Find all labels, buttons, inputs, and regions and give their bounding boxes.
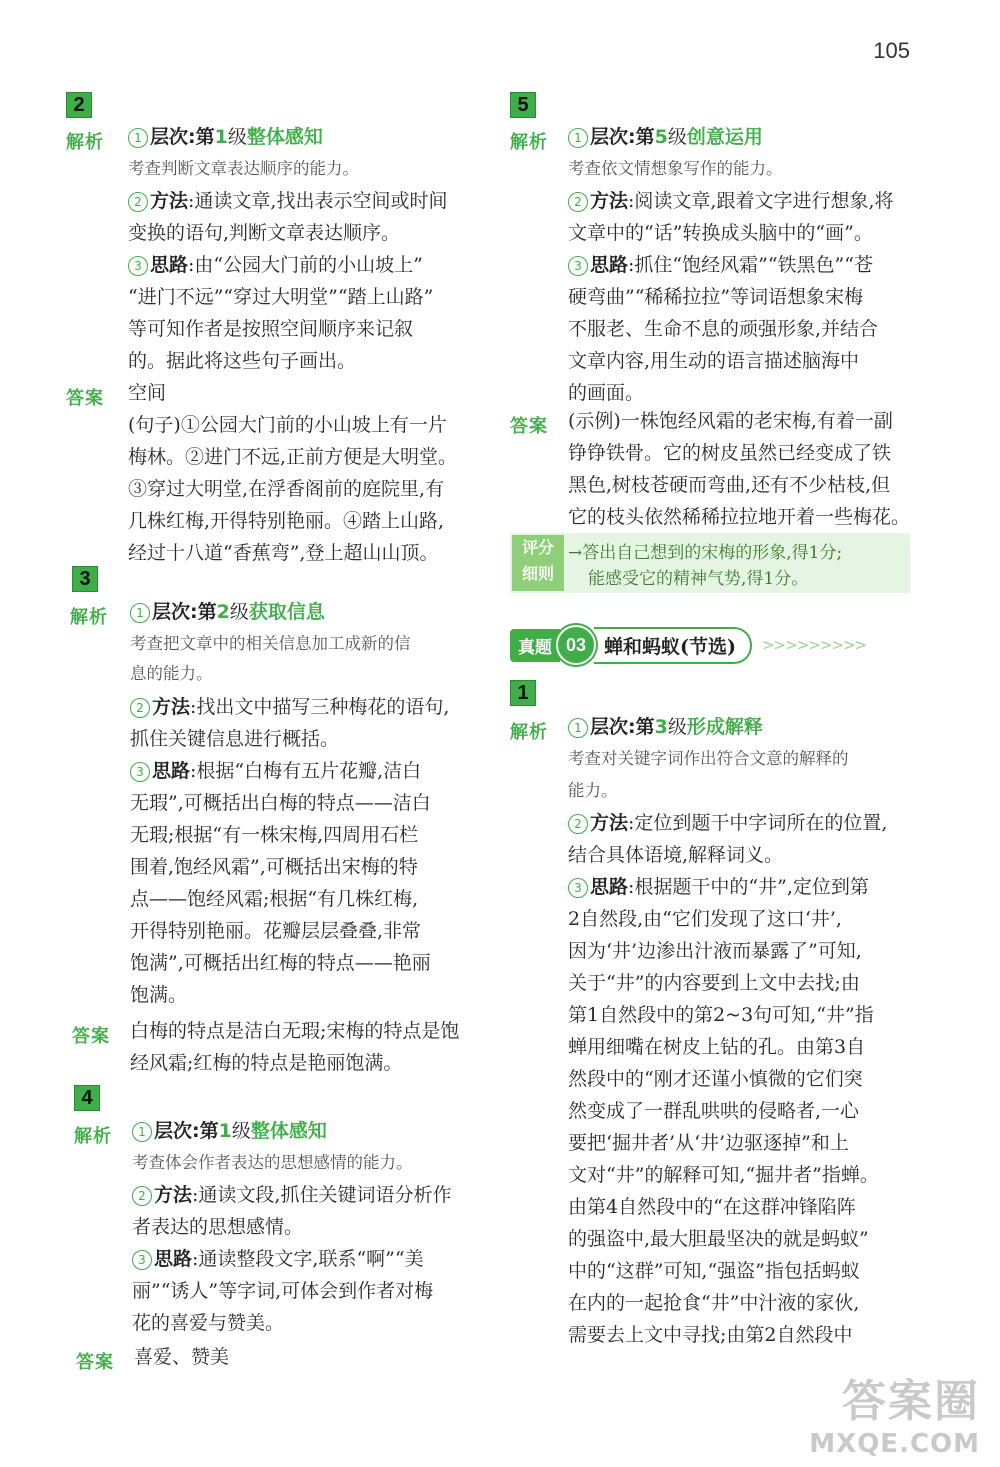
answer-line: 经过十八道“香蕉弯”,登上超山山顶。: [128, 542, 439, 564]
answer-line: 它的枝头依然稀稀拉拉地开着一些梅花。: [568, 506, 911, 528]
level-desc: 考查判断文章表达顺序的能力。: [128, 159, 359, 178]
level-line: 1 层次:第1级整体感知: [132, 1118, 327, 1144]
answer-line: (示例)一株饱经风霜的老宋梅,有着一副: [568, 410, 893, 432]
circled-number-icon: 3: [130, 762, 150, 782]
level-line: 1 层次:第5级创意运用: [568, 124, 763, 150]
thought-line: 3 思路:根据“白梅有五片花瓣,洁白: [130, 758, 421, 784]
circled-number-icon: 1: [128, 128, 148, 148]
answer-tag: 答案: [72, 1026, 110, 1047]
thought-line: 无瑕”,可概括出白梅的特点——洁白: [130, 792, 431, 814]
thought-line: 的。据此将这些句子画出。: [128, 350, 357, 372]
answer-line: 空间: [128, 382, 167, 404]
circled-number-icon: 1: [132, 1122, 152, 1142]
analysis-tag: 解析: [66, 132, 104, 153]
thought-line: 围着,饱经风霜”,可概括出宋梅的特: [130, 856, 418, 878]
method-line: 文章中的“话”转换成头脑中的“画”。: [568, 222, 873, 244]
answer-tag: 答案: [510, 416, 548, 437]
answer-line: 铮铮铁骨。它的树皮虽然已经变成了铁: [568, 442, 892, 464]
thought-line: 因为‘井’边渗出汁液而暴露了”可知,: [568, 940, 862, 962]
arrows-decoration: >>>>>>>>>: [761, 636, 867, 654]
circled-number-icon: 3: [128, 256, 148, 276]
answer-line: ③穿过大明堂,在浮香阁前的庭院里,有: [128, 478, 445, 500]
thought-line: 饱满。: [130, 984, 188, 1006]
thought-line: 的画面。: [568, 382, 645, 404]
thought-line: 点——饱经风霜;根据“有几株红梅,: [130, 888, 419, 910]
method-line: 抓住关键信息进行概括。: [130, 728, 340, 750]
thought-line: 开得特别艳丽。花瓣层层叠叠,非常: [130, 920, 422, 942]
thought-line: 文章内容,用生动的语言描述脑海中: [568, 350, 860, 372]
thought-line: 蝉用细嘴在树皮上钻的孔。由第3自: [568, 1036, 866, 1058]
circled-number-icon: 3: [568, 878, 588, 898]
thought-line: 由第4自然段中的“在这群冲锋陷阵: [568, 1196, 856, 1218]
thought-line: 花的喜爱与赞美。: [132, 1312, 285, 1334]
answer-tag: 答案: [66, 388, 104, 409]
thought-line: 硬弯曲”“稀稀拉拉”等词语想象宋梅: [568, 286, 864, 308]
thought-line: 然变成了一群乱哄哄的侵略者,一心: [568, 1100, 860, 1122]
scoring-rule-line: →答出自己想到的宋梅的形象,得1分;: [568, 543, 843, 563]
method-line: 2 方法:定位到题干中字词所在的位置,: [568, 810, 887, 836]
thought-line: 中的“这群”可知,“强盗”指包括蚂蚁: [568, 1260, 860, 1282]
level-desc: 考查依文情想象写作的能力。: [568, 159, 783, 178]
circled-number-icon: 3: [132, 1250, 152, 1270]
thought-line: 3 思路:根据题干中的“井”,定位到第: [568, 874, 869, 900]
thought-line: 第1自然段中的第2~3句可知,“井”指: [568, 1004, 874, 1026]
thought-line: 要把‘掘井者’从‘井’边驱逐掉”和上: [568, 1132, 849, 1154]
section-tag: 真题: [510, 629, 560, 662]
thought-line: 2自然段,由“它们发现了这口‘井’,: [568, 908, 842, 930]
level-desc: 能力。: [568, 781, 618, 800]
level-desc: 考查把文章中的相关信息加工成新的信: [130, 634, 411, 653]
analysis-tag: 解析: [510, 722, 548, 743]
method-line: 2 方法:找出文中描写三种梅花的语句,: [130, 694, 449, 720]
thought-line: 饱满”,可概括出红梅的特点——艳丽: [130, 952, 431, 974]
thought-line: 无瑕;根据“有一株宋梅,四周用石栏: [130, 824, 419, 846]
question-number-5: 5: [510, 92, 536, 118]
answer-line: (句子)①公园大门前的小山坡上有一片: [128, 414, 447, 436]
section-header: [510, 628, 866, 662]
method-line: 2 方法:通读文段,抓住关键词语分析作: [132, 1182, 451, 1208]
analysis-tag: 解析: [70, 607, 108, 628]
arrow-icon: →: [568, 543, 583, 563]
level-desc: 息的能力。: [130, 664, 213, 683]
circled-number-icon: 2: [568, 192, 588, 212]
analysis-tag: 解析: [510, 132, 548, 153]
method-line: 2 方法:通读文章,找出表示空间或时间: [128, 188, 447, 214]
answer-tag: 答案: [76, 1352, 114, 1373]
answer-line: 喜爱、赞美: [134, 1346, 230, 1368]
circled-number-icon: 1: [130, 603, 150, 623]
circled-number-icon: 1: [568, 128, 588, 148]
question-number-1: 1: [510, 680, 536, 706]
section-title: 蝉和蚂蚁(节选): [594, 627, 752, 664]
circled-number-icon: 1: [568, 718, 588, 738]
method-line: 者表达的思想感情。: [132, 1216, 304, 1238]
circled-number-icon: 2: [130, 698, 150, 718]
question-number-4: 4: [74, 1085, 100, 1111]
thought-line: 不服老、生命不息的顽强形象,并结合: [568, 318, 879, 340]
thought-line: 在内的一起抢食“井”中汁液的家伙,: [568, 1292, 860, 1314]
thought-line: 文对“井”的解释可知,“掘井者”指蝉。: [568, 1164, 879, 1186]
thought-line: 等可知作者是按照空间顺序来记叙: [128, 318, 414, 340]
circled-number-icon: 3: [568, 256, 588, 276]
thought-line: 3 思路:通读整段文字,联系“啊”“美: [132, 1246, 424, 1272]
circled-number-icon: 2: [568, 814, 588, 834]
thought-line: “进门不远”“穿过大明堂”“踏上山路”: [128, 286, 434, 308]
method-line: 2 方法:阅读文章,跟着文字进行想象,将: [568, 188, 894, 214]
answer-line: 几株红梅,开得特别艳丽。④踏上山路,: [128, 510, 445, 532]
thought-line: 丽”“诱人”等字词,可体会到作者对梅: [132, 1280, 434, 1302]
thought-line: 3 思路:抓住“饱经风霜”“铁黑色”“苍: [568, 252, 873, 278]
thought-line: 关于“井”的内容要到上文中去找;由: [568, 972, 860, 994]
answer-line: 梅林。②进门不远,正前方便是大明堂。: [128, 446, 458, 468]
level-line: 1 层次:第2级获取信息: [130, 599, 325, 625]
answer-line: 经风霜;红梅的特点是艳丽饱满。: [130, 1052, 403, 1074]
thought-line: 然段中的“刚才还谨小慎微的它们突: [568, 1068, 863, 1090]
circled-number-icon: 2: [128, 192, 148, 212]
section-number: 03: [556, 625, 596, 665]
thought-line: 3 思路:由“公园大门前的小山坡上”: [128, 252, 423, 278]
level-line: 1 层次:第1级整体感知: [128, 124, 323, 150]
level-desc: 考查对关键字词作出符合文意的解释的: [568, 749, 849, 768]
answer-line: 白梅的特点是洁白无瑕;宋梅的特点是饱: [130, 1020, 460, 1042]
analysis-tag: 解析: [74, 1126, 112, 1147]
level-line: 1 层次:第3级形成解释: [568, 714, 763, 740]
page-number: 105: [873, 38, 910, 63]
watermark-logo: 答案圈 MXQE.COM: [809, 1376, 980, 1459]
scoring-rules-tag: 评分 细则: [512, 535, 564, 591]
method-line: 变换的语句,判断文章表达顺序。: [128, 222, 401, 244]
method-line: 结合具体语境,解释词义。: [568, 844, 784, 866]
level-desc: 考查体会作者表达的思想感情的能力。: [132, 1153, 413, 1172]
question-number-2: 2: [66, 92, 92, 118]
thought-line: 需要去上文中寻找;由第2自然段中: [568, 1324, 853, 1346]
thought-line: 的强盗中,最大胆最坚决的就是蚂蚁”: [568, 1228, 869, 1250]
scoring-rule-line: 能感受它的精神气势,得1分。: [588, 569, 809, 589]
circled-number-icon: 2: [132, 1186, 152, 1206]
question-number-3: 3: [72, 566, 98, 592]
answer-line: 黑色,树枝苍硬而弯曲,还有不少枯枝,但: [568, 474, 891, 496]
